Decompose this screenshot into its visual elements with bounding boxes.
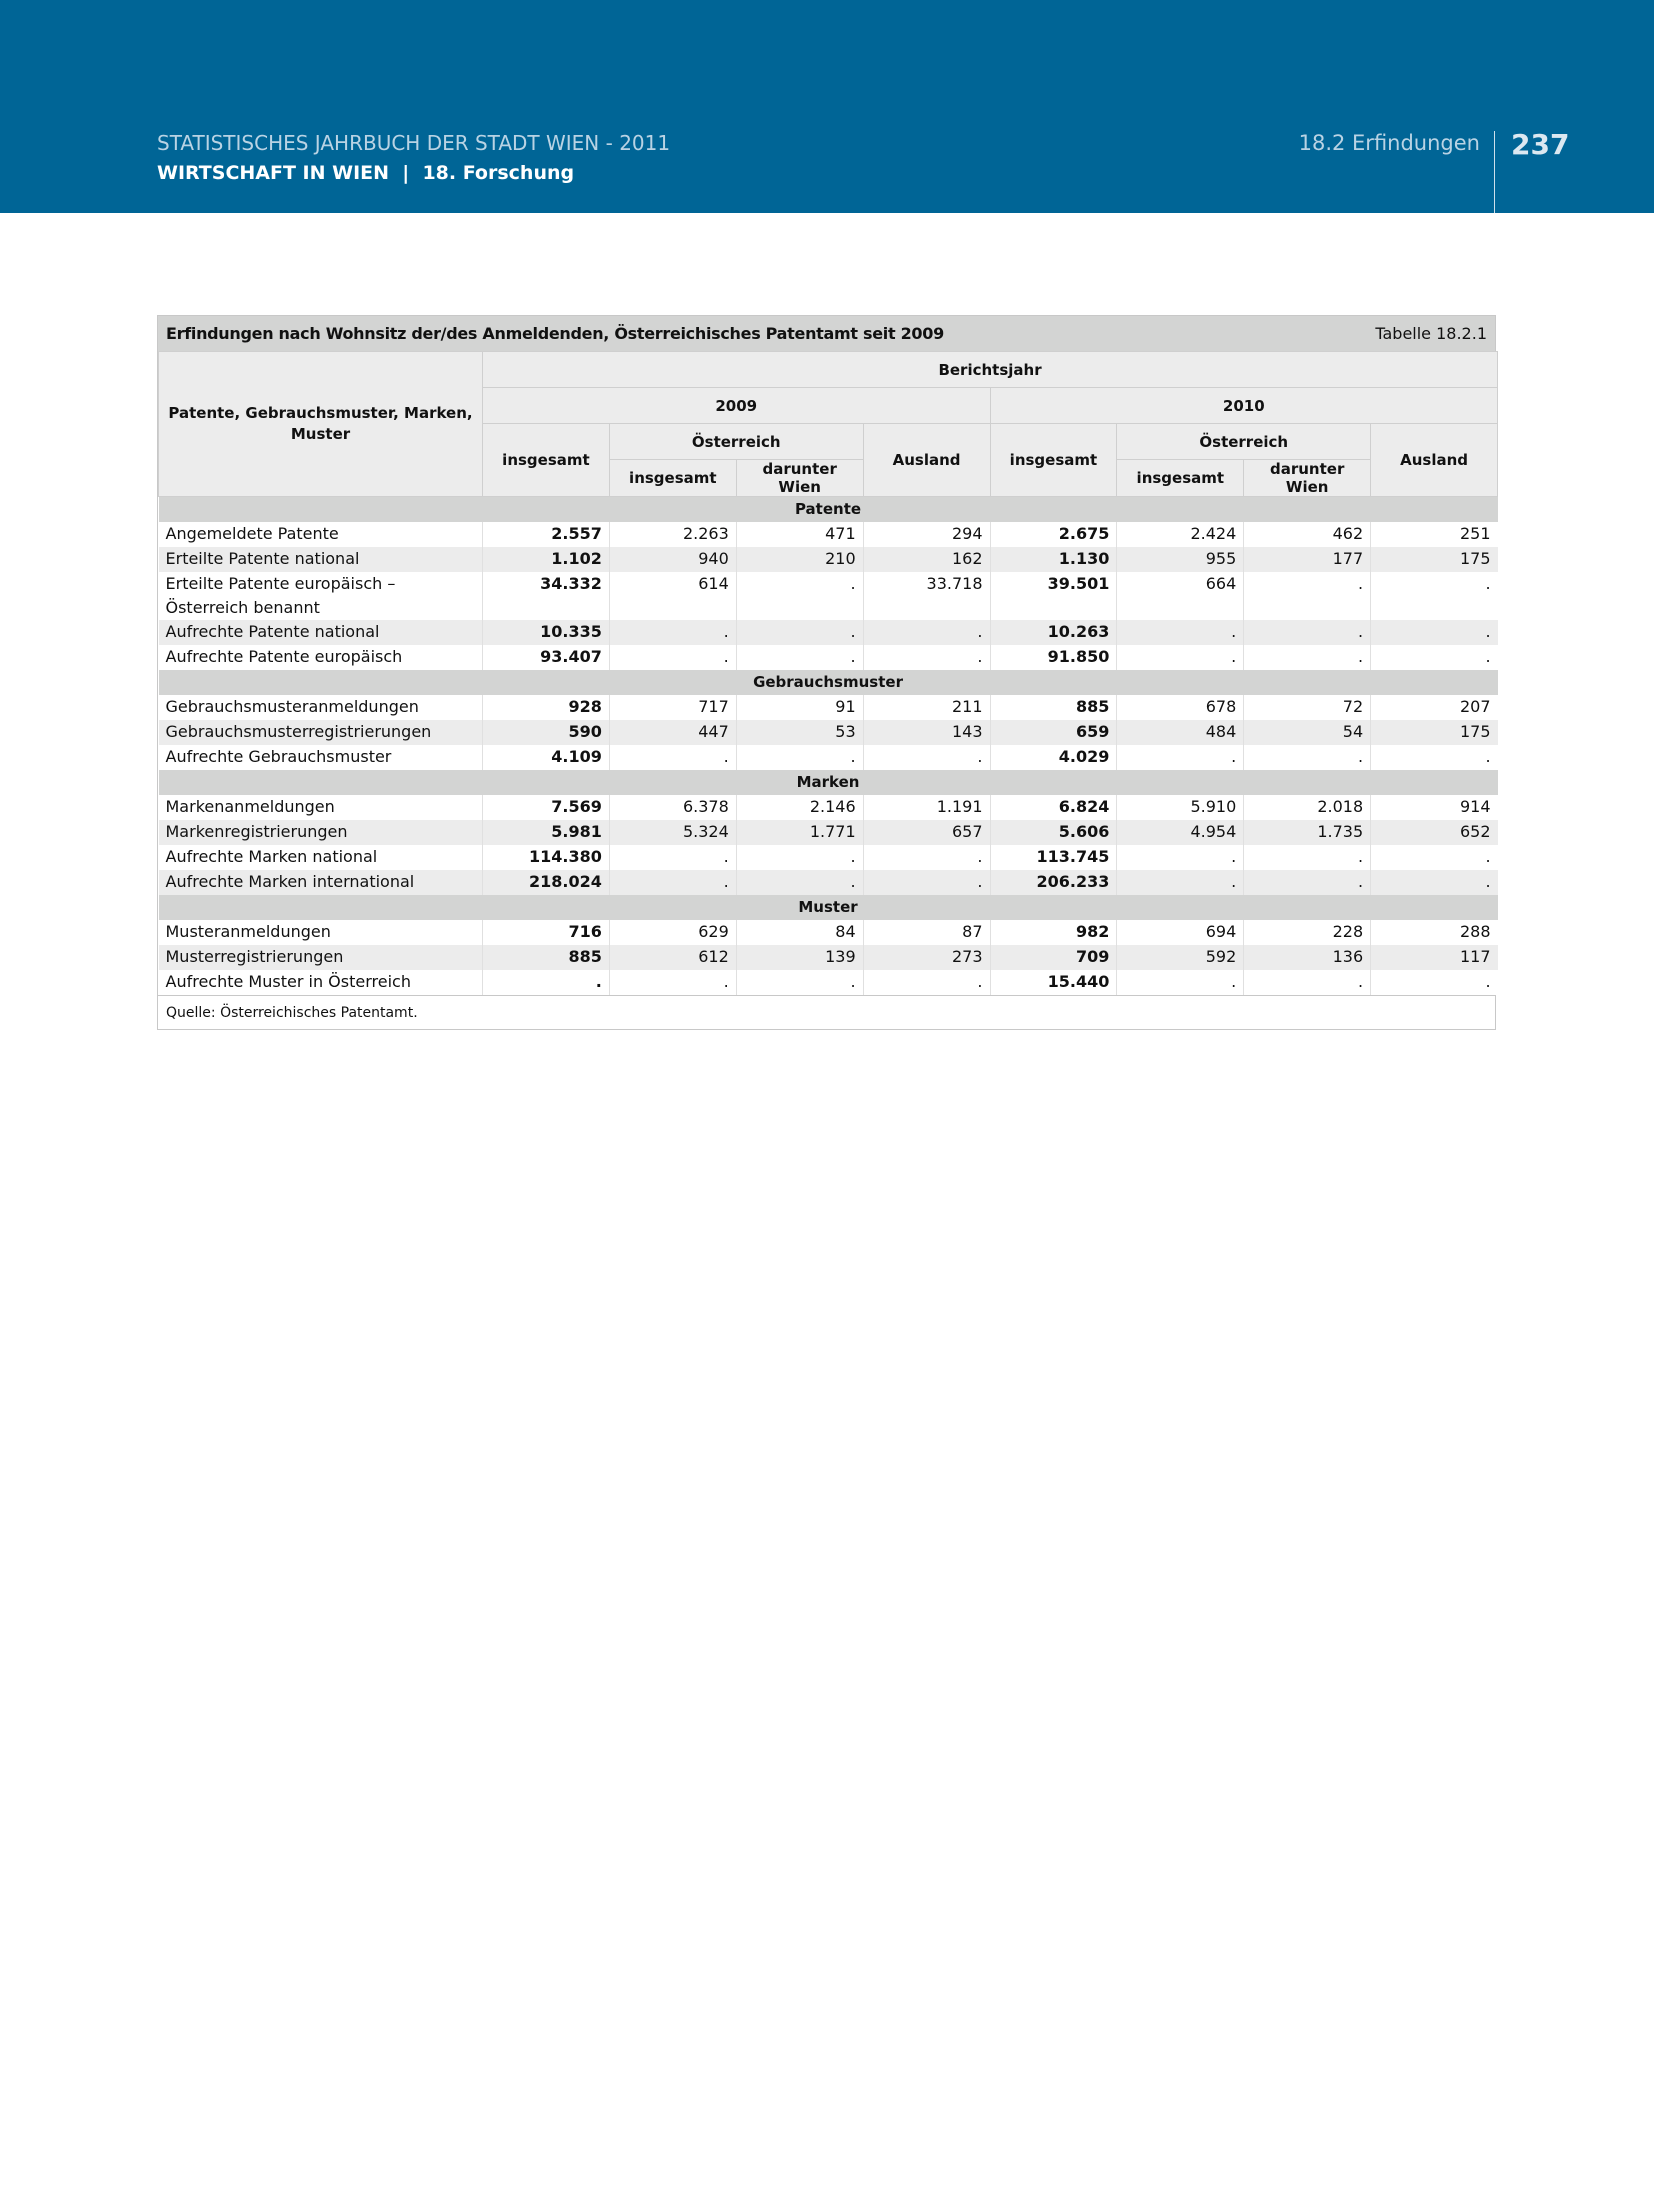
row-label: Aufrechte Patente national <box>159 620 483 645</box>
table-cell: 928 <box>483 695 610 720</box>
table-cell: 447 <box>609 720 736 745</box>
table-cell: . <box>609 970 736 995</box>
section-title: 18.2 Erfindungen <box>1298 131 1480 155</box>
row-label: Aufrechte Marken national <box>159 845 483 870</box>
darunter-wien-header-2010: darunter Wien <box>1244 460 1371 497</box>
table-cell: 940 <box>609 547 736 572</box>
table-cell: 5.324 <box>609 820 736 845</box>
table-cell: 614 <box>609 572 736 620</box>
table-cell: 2.263 <box>609 522 736 547</box>
table-cell: . <box>1371 645 1498 670</box>
table-cell: 2.146 <box>736 795 863 820</box>
table-cell: 982 <box>990 920 1117 945</box>
row-label: Musterregistrierungen <box>159 945 483 970</box>
table-cell: 10.263 <box>990 620 1117 645</box>
table-row <box>159 820 1498 845</box>
table-cell: 5.910 <box>1117 795 1244 820</box>
table-cell: 206.233 <box>990 870 1117 895</box>
table-cell: 175 <box>1371 720 1498 745</box>
table-cell: . <box>1117 970 1244 995</box>
table-cell: 53 <box>736 720 863 745</box>
table-cell: 6.824 <box>990 795 1117 820</box>
table-cell: . <box>609 645 736 670</box>
table-cell: . <box>1244 745 1371 770</box>
table-cell: . <box>1117 870 1244 895</box>
row-label: Markenregistrierungen <box>159 820 483 845</box>
section-title: Muster <box>159 895 1498 920</box>
year-2009-header: 2009 <box>483 388 991 424</box>
section-title: Marken <box>159 770 1498 795</box>
oesterreich-header-2009: Österreich <box>609 424 863 460</box>
table-cell: 1.735 <box>1244 820 1371 845</box>
table-cell: . <box>1371 870 1498 895</box>
table-cell: 288 <box>1371 920 1498 945</box>
section-header-row <box>159 670 1498 695</box>
oesterreich-insgesamt-header-2009: insgesamt <box>609 460 736 497</box>
darunter-wien-header-2009: darunter Wien <box>736 460 863 497</box>
table-cell: 462 <box>1244 522 1371 547</box>
row-label: Aufrechte Gebrauchsmuster <box>159 745 483 770</box>
table-row <box>159 720 1498 745</box>
publication-title: STATISTISCHES JAHRBUCH DER STADT WIEN - 2011 <box>157 131 671 155</box>
table-cell: 657 <box>863 820 990 845</box>
table-cell: . <box>1244 620 1371 645</box>
table-cell: 33.718 <box>863 572 990 620</box>
section-header-row <box>159 770 1498 795</box>
table-row <box>159 547 1498 572</box>
table-cell: . <box>1371 745 1498 770</box>
page-number: 237 <box>1511 128 1570 161</box>
table-header <box>159 352 1498 497</box>
year-2010-header: 2010 <box>990 388 1498 424</box>
table-cell: 592 <box>1117 945 1244 970</box>
row-label: Aufrechte Patente europäisch <box>159 645 483 670</box>
table-row <box>159 572 1498 620</box>
table-cell: 84 <box>736 920 863 945</box>
table-cell: 15.440 <box>990 970 1117 995</box>
table-cell: 228 <box>1244 920 1371 945</box>
table-cell: . <box>863 620 990 645</box>
table-cell: 652 <box>1371 820 1498 845</box>
row-label: Gebrauchsmusteranmeldungen <box>159 695 483 720</box>
table-cell: 2.424 <box>1117 522 1244 547</box>
table-cell: 2.557 <box>483 522 610 547</box>
table-cell: . <box>1244 572 1371 620</box>
table-cell: . <box>1371 620 1498 645</box>
table-cell: 4.109 <box>483 745 610 770</box>
row-label: Aufrechte Marken international <box>159 870 483 895</box>
row-label: Musteranmeldungen <box>159 920 483 945</box>
table-cell: . <box>1244 845 1371 870</box>
table-cell: . <box>863 870 990 895</box>
table-cell: . <box>609 845 736 870</box>
table-cell: . <box>736 870 863 895</box>
table-cell: 694 <box>1117 920 1244 945</box>
section-title: Gebrauchsmuster <box>159 670 1498 695</box>
insgesamt-header-2010: insgesamt <box>990 424 1117 497</box>
page-header-banner <box>0 0 1654 213</box>
table-cell: 218.024 <box>483 870 610 895</box>
data-table <box>158 351 1498 995</box>
section-header-row <box>159 497 1498 523</box>
berichtsjahr-header: Berichtsjahr <box>483 352 1498 388</box>
table-cell: 93.407 <box>483 645 610 670</box>
row-label: Erteilte Patente europäisch – Österreich benannt <box>159 572 483 620</box>
table-cell: 484 <box>1117 720 1244 745</box>
table-cell: 2.675 <box>990 522 1117 547</box>
table-cell: 211 <box>863 695 990 720</box>
table-cell: 251 <box>1371 522 1498 547</box>
table-cell: 1.102 <box>483 547 610 572</box>
table-cell: 91 <box>736 695 863 720</box>
row-label: Erteilte Patente national <box>159 547 483 572</box>
section-title: Patente <box>159 497 1498 523</box>
table-cell: . <box>736 745 863 770</box>
table-cell: 1.771 <box>736 820 863 845</box>
table-cell: 4.954 <box>1117 820 1244 845</box>
table-cell: 175 <box>1371 547 1498 572</box>
table-row <box>159 945 1498 970</box>
table-cell: 139 <box>736 945 863 970</box>
table-row <box>159 795 1498 820</box>
table-row <box>159 970 1498 995</box>
table-row <box>159 645 1498 670</box>
table-cell: 664 <box>1117 572 1244 620</box>
table-cell: . <box>609 620 736 645</box>
table-cell: 2.018 <box>1244 795 1371 820</box>
table-cell: . <box>1117 620 1244 645</box>
table-number: Tabelle 18.2.1 <box>1375 324 1487 343</box>
table-cell: 294 <box>863 522 990 547</box>
table-cell: 709 <box>990 945 1117 970</box>
table-cell: 471 <box>736 522 863 547</box>
table-cell: 117 <box>1371 945 1498 970</box>
table-cell: 590 <box>483 720 610 745</box>
table-cell: 39.501 <box>990 572 1117 620</box>
table-cell: 54 <box>1244 720 1371 745</box>
oesterreich-header-2010: Österreich <box>1117 424 1371 460</box>
table-cell: 177 <box>1244 547 1371 572</box>
table-cell: . <box>483 970 610 995</box>
table-cell: 4.029 <box>990 745 1117 770</box>
table-cell: 885 <box>483 945 610 970</box>
table-caption-bar <box>158 316 1495 351</box>
table-cell: 1.191 <box>863 795 990 820</box>
table-cell: . <box>1371 845 1498 870</box>
table-cell: . <box>736 620 863 645</box>
table-cell: 5.606 <box>990 820 1117 845</box>
table-cell: 914 <box>1371 795 1498 820</box>
ausland-header-2009: Ausland <box>863 424 990 497</box>
table-row <box>159 745 1498 770</box>
table-cell: 6.378 <box>609 795 736 820</box>
table-cell: 34.332 <box>483 572 610 620</box>
table-cell: 162 <box>863 547 990 572</box>
oesterreich-insgesamt-header-2010: insgesamt <box>1117 460 1244 497</box>
section-header-row <box>159 895 1498 920</box>
table-cell: . <box>736 645 863 670</box>
table-cell: 955 <box>1117 547 1244 572</box>
table-cell: 72 <box>1244 695 1371 720</box>
stub-header: Patente, Gebrauchsmuster, Marken, Muster <box>159 352 483 497</box>
row-label: Markenanmeldungen <box>159 795 483 820</box>
table-cell: . <box>609 745 736 770</box>
table-cell: 717 <box>609 695 736 720</box>
table-cell: . <box>736 845 863 870</box>
table-cell: 7.569 <box>483 795 610 820</box>
table-cell: 629 <box>609 920 736 945</box>
header-divider <box>1494 131 1495 213</box>
chapter-subtitle: WIRTSCHAFT IN WIEN | 18. Forschung <box>157 162 575 184</box>
table-cell: . <box>1117 745 1244 770</box>
table-row <box>159 695 1498 720</box>
table-source-note: Quelle: Österreichisches Patentamt. <box>158 995 1495 1029</box>
table-cell: . <box>1117 845 1244 870</box>
table-cell: 885 <box>990 695 1117 720</box>
table-cell: 143 <box>863 720 990 745</box>
table-cell: 659 <box>990 720 1117 745</box>
table-cell: 113.745 <box>990 845 1117 870</box>
table-cell: 91.850 <box>990 645 1117 670</box>
table-cell: 716 <box>483 920 610 945</box>
table-cell: 612 <box>609 945 736 970</box>
table-cell: 207 <box>1371 695 1498 720</box>
table-body <box>159 497 1498 996</box>
table-caption: Erfindungen nach Wohnsitz der/des Anmeldenden, Österreichisches Patentamt seit 2009 <box>166 324 944 343</box>
insgesamt-header-2009: insgesamt <box>483 424 610 497</box>
table-cell: . <box>1244 645 1371 670</box>
table-row <box>159 845 1498 870</box>
row-label: Aufrechte Muster in Österreich <box>159 970 483 995</box>
table-cell: . <box>863 745 990 770</box>
row-label: Gebrauchsmusterregistrierungen <box>159 720 483 745</box>
table-cell: 678 <box>1117 695 1244 720</box>
statistics-table <box>157 315 1496 1030</box>
table-cell: . <box>736 970 863 995</box>
table-cell: 210 <box>736 547 863 572</box>
table-cell: 10.335 <box>483 620 610 645</box>
table-cell: . <box>1244 870 1371 895</box>
table-cell: . <box>863 970 990 995</box>
table-cell: . <box>609 870 736 895</box>
table-cell: 5.981 <box>483 820 610 845</box>
table-cell: . <box>1244 970 1371 995</box>
table-cell: . <box>863 845 990 870</box>
table-row <box>159 870 1498 895</box>
table-row <box>159 620 1498 645</box>
table-row <box>159 522 1498 547</box>
table-cell: . <box>1371 572 1498 620</box>
table-cell: . <box>736 572 863 620</box>
ausland-header-2010: Ausland <box>1371 424 1498 497</box>
table-cell: 136 <box>1244 945 1371 970</box>
table-cell: . <box>1117 645 1244 670</box>
table-cell: 114.380 <box>483 845 610 870</box>
table-row <box>159 920 1498 945</box>
table-cell: 1.130 <box>990 547 1117 572</box>
table-cell: 87 <box>863 920 990 945</box>
table-cell: 273 <box>863 945 990 970</box>
table-cell: . <box>863 645 990 670</box>
row-label: Angemeldete Patente <box>159 522 483 547</box>
table-cell: . <box>1371 970 1498 995</box>
